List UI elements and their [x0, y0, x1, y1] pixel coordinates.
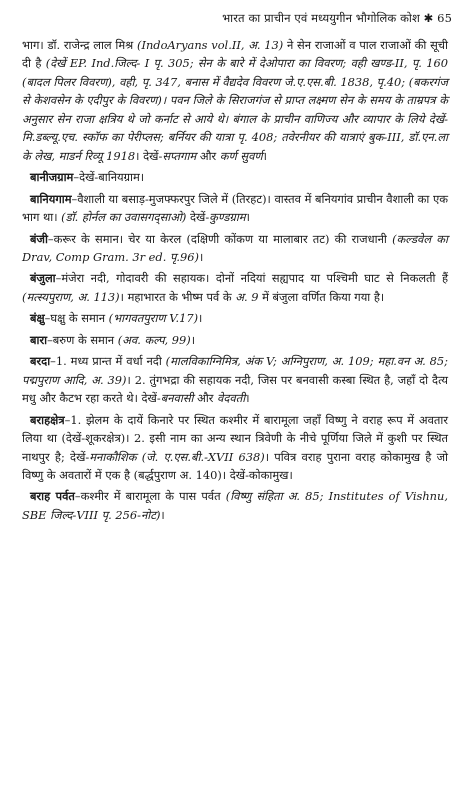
body-text: –मंजेरा नदी, गोदावरी की सहायक। दोनों नदियां सह्यपाद या पश्चिमी घाट से निकलती हैं: [55, 271, 448, 286]
dictionary-entry: [22, 269, 448, 306]
reference-text: (भागवतपुराण V.17): [108, 311, 199, 326]
body-text: । देखें-: [135, 148, 163, 163]
entry-headword: बंक्षु: [30, 311, 45, 326]
body-text: –बरुण के समान: [47, 332, 118, 347]
body-text: । 2. तुंगभद्रा की सहायक नदी, जिस पर बनवासी कस्बा स्थित है, जहाँ दो दैत्य मधु और कैटभ रहा करते थे। देखें-: [22, 372, 448, 406]
entry-headword: बंजी: [30, 231, 48, 246]
body-text: भाग। डॉ. राजेन्द्र लाल मिश्र: [22, 38, 137, 52]
entry-headword: बराहक्षेत्र: [30, 412, 65, 427]
reference-text: अ. 9: [235, 289, 259, 304]
body-text: ।: [198, 311, 203, 326]
body-text: –वैशाली या बसाड़-मुजफ्फरपुर जिले में (तिरहट)। वास्तव में बनियगांव प्राचीन वैशाली का एक भाग था।: [22, 191, 448, 225]
reference-text: सप्तगाम: [162, 148, 197, 163]
reference-text: (डॉ. होर्नल का उवासगद्साओ): [61, 210, 187, 225]
dictionary-entry: [22, 230, 448, 267]
reference-text: कर्ण सुवर्ण: [219, 148, 263, 163]
body-text: ।: [198, 249, 204, 264]
body-text: । पवित्र वराह पुराना वराह कोकामुख है जो विष्णु के अवतारों में एक है (बर्द्धपुराण अ. 140)। देखें-कोकामुख।: [22, 449, 448, 482]
body-text: –1. मध्य प्रान्त में वर्धा नदी: [50, 354, 166, 369]
entry-headword: बंजुला: [30, 271, 56, 286]
reference-text: । पवन जिले के सिराजगंज से प्राप्त लक्ष्मण सेन के समय के ताम्रपत्र के अनुसार सेन राजा क्षत्रिय थे जो कर्नाट से आये थे। बंगाल के प्राचीन वाणिज्य और व्यापार के लिये देखें-मि.डब्ल्यू.एच. स्कॉफ का पेरीप्लस; बर्नियर की यात्रा पृ. 408; तवेरनीयर की यात्राएं बुक-III, डॉ.एन.ला के लेख, माडर्न रिव्यू 1918: [22, 93, 448, 163]
reference-text: कुण्डग्राम: [209, 210, 246, 225]
body-text: –देखें-बानियग्राम।: [73, 170, 145, 185]
dictionary-entry: [22, 487, 448, 524]
dictionary-entry: [22, 352, 448, 407]
continued-paragraph: [22, 36, 448, 165]
body-text: –करूर के समान। चेर या केरल (दक्षिणी कोंकण या मालाबार तट) की राजधानी: [47, 231, 393, 246]
reference-text: (कल्डवेल का Drav, Comp Gram. 3r ed. पृ.96): [22, 231, 448, 264]
dictionary-entry: [22, 331, 448, 349]
dictionary-entry: [22, 309, 448, 327]
entry-headword: बानियगाम: [30, 191, 72, 206]
entry-headword: बरदा: [30, 354, 51, 369]
body-text: –कश्मीर में बारामूला के पास पर्वत: [74, 489, 226, 504]
dictionary-entry: [22, 190, 448, 227]
dictionary-entry: [22, 411, 448, 485]
body-text: ।: [245, 210, 250, 225]
reference-text: मनाकौशिक (जे. ए.एस.बी.-XVII 638): [89, 449, 265, 464]
entry-headword: बानीजग्राम: [30, 170, 74, 185]
entry-headword: बराह पर्वत: [30, 489, 75, 504]
body-text: और: [196, 148, 220, 163]
reference-text: (देखें EP. Ind.जिल्द- I पृ. 305; सेन के बारे में देओपारा का विवरण; वही खण्ड-II, पृ. 160 (बादल पिलर विवरण), वही, पृ. 347, बनास में वैद्यदेव विवरण जे.ए.एस.बी. 1838, पृ.40; (बकरगंज से केशवसेन के एदीपुर के विवरण): [22, 56, 448, 108]
reference-text: बनवासी: [160, 391, 194, 406]
body-text: और: [193, 391, 218, 406]
reference-text: (IndoAryans vol.II, अ. 13): [137, 38, 284, 52]
running-title: भारत का प्राचीन एवं मध्ययुगीन भौगोलिक कोश ✱ 65: [222, 11, 452, 25]
body-text: देखें-: [186, 210, 210, 225]
entry-headword: बारा: [30, 332, 48, 347]
reference-text: (मालविकाग्निमित्र, अंक V; अग्निपुराण, अ. 109; महा.वन अ. 85; पद्मपुराण आदि, अ. 39): [22, 354, 449, 387]
body-text: ।: [190, 332, 196, 347]
reference-text: (अव. कल्प, 99): [117, 332, 191, 347]
reference-text: (मत्स्यपुराण, अ. 113): [22, 289, 120, 304]
body-text: –घक्षु के समान: [44, 311, 109, 326]
running-header: [0, 11, 464, 29]
body-text: ने सेन राजाओं व पाल राजाओं की सूची दी है: [22, 38, 448, 71]
reference-text: (विष्णु संहिता अ. 85; Institutes of Vishnu, SBE जिल्द-VIII पृ. 256-नोट): [22, 489, 448, 522]
body-text: । महाभारत के भीष्म पर्व के: [119, 289, 236, 304]
reference-text: वेदवती: [217, 391, 246, 406]
dictionary-entry: [22, 168, 448, 186]
body-text: ।: [160, 507, 165, 522]
page-body: [22, 36, 448, 527]
body-text: –1. झेलम के दायें किनारे पर स्थित कश्मीर में बारामूला जहाँ विष्णु ने वराह रूप में अवतार लिया था (देखें-शूकरक्षेत्र)। 2. इसी नाम का अन्य स्थान त्रिवेणी के नीचे पूर्णिया जिले में कुशी पर स्थित नाथपुर है; देखें-: [22, 412, 448, 464]
body-text: ।: [262, 148, 267, 163]
body-text: में बंजुला वर्णित किया गया है।: [258, 289, 385, 304]
body-text: ।: [245, 391, 250, 406]
